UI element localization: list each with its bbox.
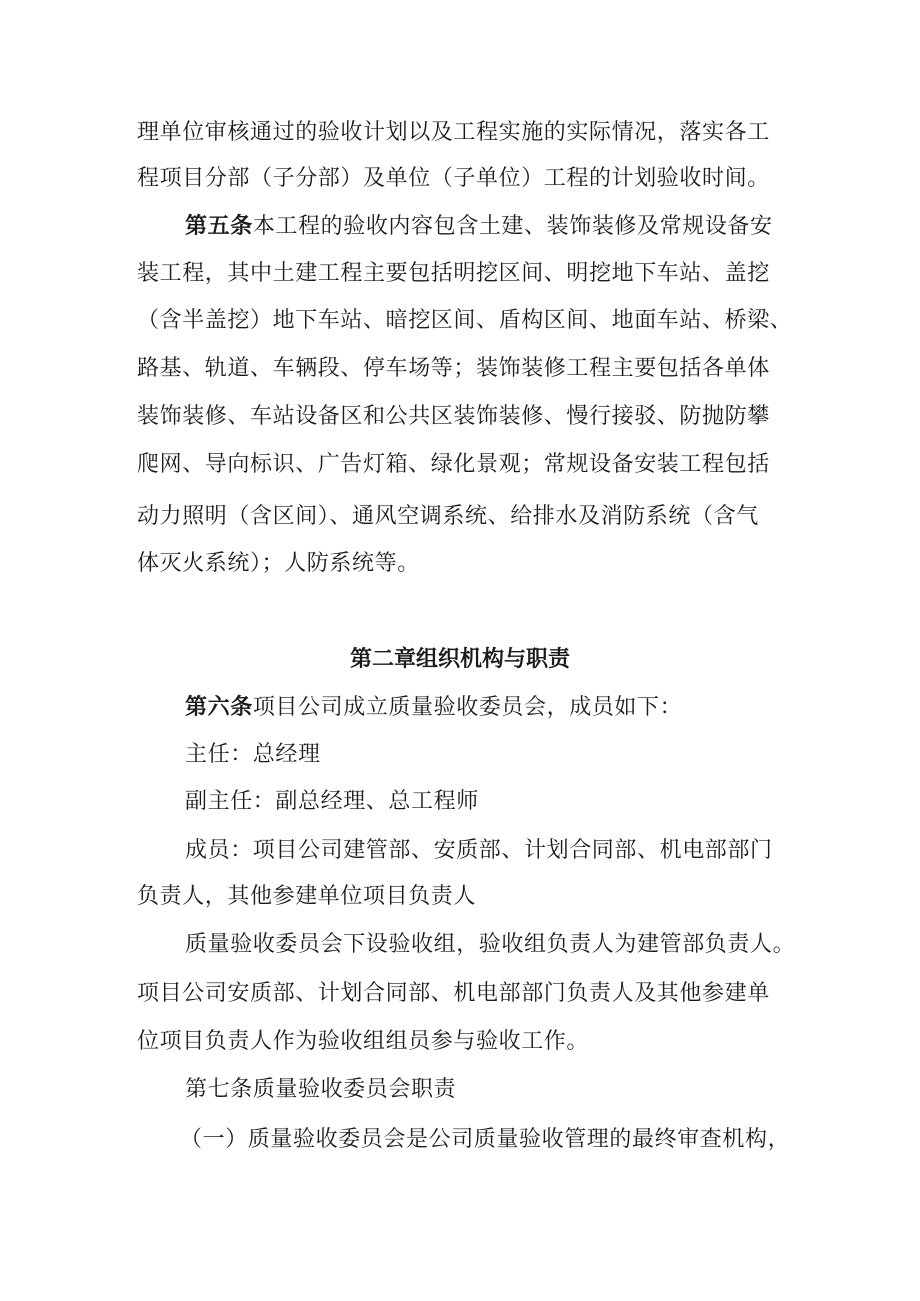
paragraph-line: 负责人，其他参建单位项目负责人 [137, 884, 477, 909]
paragraph-line: 位项目负责人作为验收组组员参与验收工作。 [137, 1029, 590, 1054]
paragraph-line: 动力照明（含区间）、通风空调系统、给排水及消防系统（含气 [137, 504, 759, 529]
paragraph-line: 装工程，其中土建工程主要包括明挖区间、明挖地下车站、盖挖 [137, 261, 770, 286]
article-6-first-line [185, 693, 797, 723]
director-line: 主任：总经理 [185, 742, 321, 767]
article-5-label: 第五条 [185, 214, 253, 239]
chapter-2-heading: 第二章组织机构与职责 [349, 647, 570, 672]
deputy-director-line: 副主任：副总经理、总工程师 [185, 789, 479, 814]
paragraph-line: （含半盖挖）地下车站、暗挖区间、盾构区间、地面车站、桥梁、 [137, 308, 793, 333]
article-6-label: 第六条 [185, 695, 253, 720]
paragraph-line: 程项目分部（子分部）及单位（子单位）工程的计划验收时间。 [137, 166, 770, 191]
paragraph-line: 本工程的验收内容包含土建、装饰装修及常规设备安 [252, 214, 773, 239]
paragraph-line: 装饰装修、车站设备区和公共区装饰装修、慢行接驳、防抛防攀 [137, 404, 770, 429]
paragraph-line: 理单位审核通过的验收计划以及工程实施的实际情况，落实各工 [137, 120, 770, 145]
paragraph-line: 项目公司安质部、计划合同部、机电部部门负责人及其他参建单 [137, 981, 770, 1006]
paragraph-line: 爬网、导向标识、广告灯箱、绿化景观；常规设备安装工程包括 [137, 452, 770, 477]
paragraph-line: （一）质量验收委员会是公司质量验收管理的最终审查机构， [180, 1127, 791, 1152]
paragraph-line: 体灭火系统）；人防系统等。 [137, 551, 420, 576]
members-line: 成员：项目公司建管部、安质部、计划合同部、机电部部门 [185, 838, 773, 863]
paragraph-line: 质量验收委员会下设验收组，验收组负责人为建管部负责人。 [185, 932, 796, 957]
article-5-first-line [185, 212, 797, 242]
paragraph-line: 路基、轨道、车辆段、停车场等；装饰装修工程主要包括各单体 [137, 356, 770, 381]
article-7-line: 第七条质量验收委员会职责 [185, 1077, 457, 1102]
paragraph-line: 项目公司成立质量验收委员会，成员如下： [252, 695, 683, 720]
